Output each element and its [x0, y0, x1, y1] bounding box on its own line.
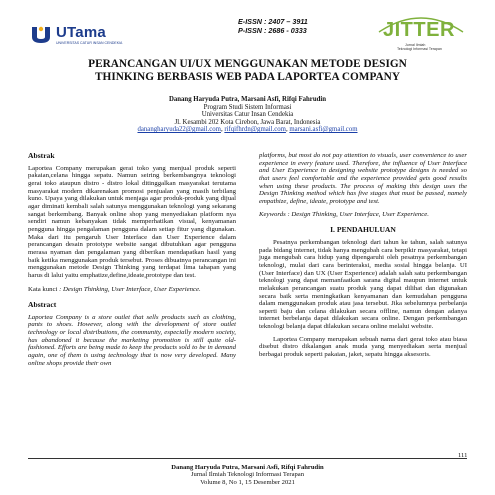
author-names: Danang Haryuda Putra, Marsani Asfi, Rifqi Fahrudin [168, 96, 327, 103]
utama-logo [30, 24, 170, 46]
email-link-1[interactable]: danangharyuda22@gmail.com [137, 126, 221, 134]
author-block [20, 96, 475, 134]
email-link-3[interactable]: marsani.asfi@gmail.com [289, 126, 358, 134]
email-link-2[interactable]: rifqifhrdn@gmail.com [224, 126, 286, 134]
abstract-heading: Abstract [28, 300, 57, 310]
keywords [259, 211, 467, 219]
jitter-logo-text: JITTER [383, 19, 455, 41]
affiliation-university: Universitas Catur Insan Cendekia [201, 111, 294, 119]
intro-paragraph-2: Laportea Company merupakan sebuah nama dari gerai toko atau biasa disebut distro dikalangan anak muda yang menyediakan serta menjual berbagai produk seperti pakaian, jaket, sepatu hingga aksesoris. [259, 335, 467, 359]
abstract-continued: platforms, but most do not pay attention to visuals, user convenience to user experience in every feature used. Therefore, the influence of User Interface and User Experience in designing website prototype designs is needed so that users feel comfortable and the experience provided gets good results when using these products. The process of making this design uses the Design Thinking method which has five stages that must be passed, namely empathize, define, ideate, prototype and test. [259, 152, 467, 205]
footer-divider [28, 458, 467, 459]
kata-kunci-value: : Design Thinking, User Interface, User Experience. [57, 285, 201, 293]
affiliation-program: Program Studi Sistem Informasi [203, 103, 292, 111]
right-column [259, 152, 467, 359]
abstrak-text: Laportea Company merupakan gerai toko yang menjual produk seperti pakaian,celana hingga sepatu. Namun seiring berkembangnya teknologi gerai toko ataupun distro - distro lokal ditinggalkan masyarakat terutama masyarakat modern dikarenakan promosi penjualan yang masih terbilang kuno. Upaya yang dilakukan untuk menjaga agar produk-produk yang dijual agar diminati kembali salah satunya menggunakan teknologi yang sekarang sangat berkembang. Banyak online shop yang menyediakan platform nya sendiri namun kebanyakan tidak memperhatikan visual, kenyamanan pengguna hingga pengalaman pengguna dalam setiap fitur yang digunakan. Maka dari itu pengaruh User Interface dan User Experience dalam perancangan desain prototype website sangat dibutuhkan agar pengguna merasa nyaman dan pengalaman yang diberikan mendapatkan hasil yang baik ketika menggunakan produk tersebut. Proses dibuatnya perancangan ini menggunakan metode Design Thinking yang terdapat lima tahapan yang harus di lalui yaitu emphatize,define,ideate,prototype dan test. [28, 164, 236, 279]
utama-logo-text: UTama [56, 24, 106, 41]
section-heading-pendahuluan: I. PENDAHULUAN [330, 225, 396, 235]
left-column [28, 152, 236, 367]
footer-journal: Jurnal Ilmiah Teknologi Informasi Terapan [190, 471, 305, 479]
keywords-label: Keywords [259, 210, 286, 218]
e-issn: E-ISSN : 2407 – 3911 [238, 17, 308, 26]
kata-kunci [28, 286, 236, 294]
keywords-value: : Design Thinking, User Interface, User Experience. [285, 210, 429, 218]
intro-paragraph-1: Pesatnya perkembangan teknologi dari tahun ke tahun, salah satunya pada bidang internet, tidak hanya mengubah cara berpikir masyarakat, tetapi juga mengubah cara hidup yang dipengaruhi oleh pesatnya perkembangan teknologi, mulai dari cara berinteraksi, media sosial hingga belanja. UI (User Interface) dan UX (User Experience) adalah salah satu perkembangan teknologi yang dapat memanfaatkan sarana digital maupun internet untuk melakukan perancangan suatu produk yang dapat dilihat dan digunakan secara baik serta meningkatkan kenyamanan dan kemudahan pengguna dalam menggunakan produk atau jasa tersebut. Jika sebelumnya perbelanja seperti baju dan celana dilakukan secara offline, namun dengan adanya internet berbelanja dapat dilakukan secara online. Dengan perkembangan teknologi belanja dapat dilakukan secara online melalui website. [259, 238, 467, 331]
paper-title [20, 58, 475, 85]
email-line [20, 126, 475, 134]
p-issn: P-ISSN : 2686 - 0333 [238, 26, 307, 35]
jitter-logo-sub1: Jurnal Ilmiah [405, 43, 426, 47]
title-line-1: PERANCANGAN UI/UX MENGGUNAKAN METODE DESIGN [88, 58, 407, 70]
footer-volume: Volume 8, No 1, 15 Desember 2021 [200, 478, 295, 486]
affiliation-address: Jl. Kesambi 202 Kota Cirebon, Jawa Barat, Indonesia [174, 118, 321, 126]
utama-logo-subtitle: UNIVERSITAS CATUR INSAN CENDEKIA [56, 41, 123, 45]
page-number: 111 [458, 452, 468, 459]
footer-block [20, 464, 475, 486]
footer-authors: Danang Haryuda Putra, Marsani Asfi, Rifqi Fahrudin [171, 464, 324, 471]
issn-block [238, 17, 308, 35]
jitter-logo [375, 10, 467, 52]
title-line-2: THINKING BERBASIS WEB PADA LAPORTEA COMPANY [95, 71, 400, 84]
email-separator: , [220, 126, 225, 134]
email-separator: , [285, 126, 290, 134]
abstract-text: Laportea Company is a store outlet that sells products such as clothing, pants to shoes. However, along with the development of store outlet technology or local distributions, the community, especially modern society, has abandoned it because the marketing promotion is still quite old-fashioned. Efforts are being made to keep the products sold to be in demand again, one of them is using technology that is now very developed. Many online shops provide their own [28, 313, 236, 367]
kata-kunci-label: Kata kunci [28, 285, 58, 293]
jitter-logo-sub2: Teknologi Informasi Terapan [397, 47, 442, 51]
utama-emblem-icon [30, 25, 52, 45]
abstrak-heading: Abstrak [28, 151, 55, 160]
